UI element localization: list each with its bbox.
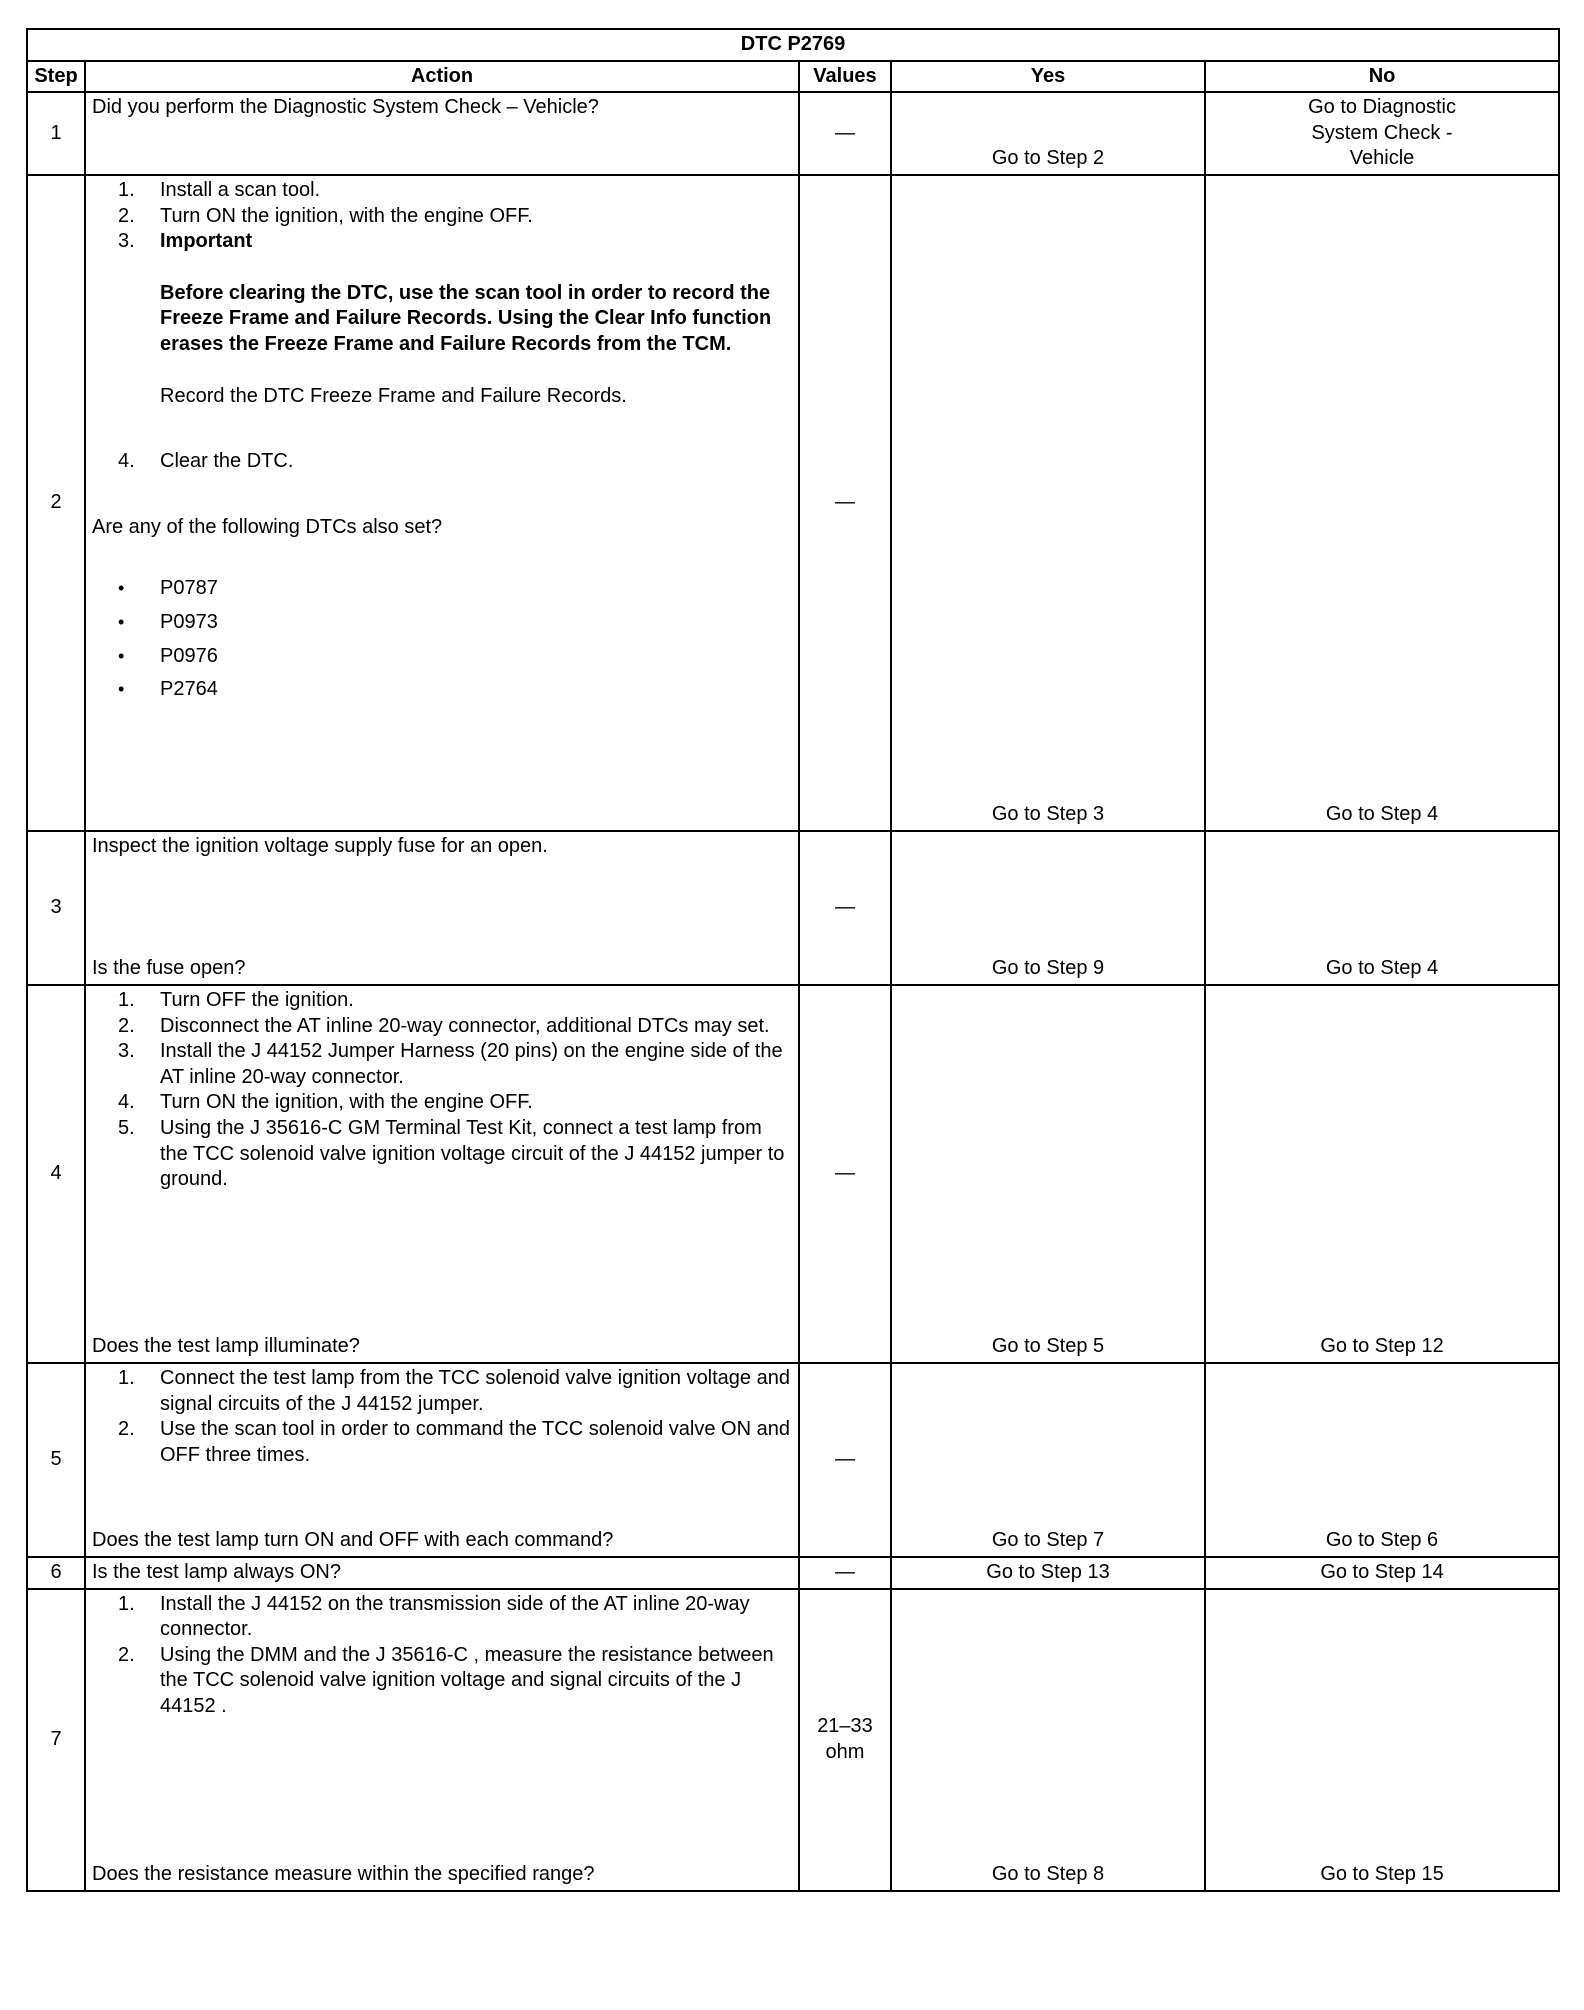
table-title-row <box>27 29 1559 61</box>
yes-text: Go to Step 2 <box>991 147 1105 170</box>
values-text: — <box>835 121 855 144</box>
bullet-item <box>92 644 792 670</box>
action-question: Is the fuse open? <box>92 957 246 980</box>
yes-cell <box>891 1557 1205 1589</box>
list-item-text: Use the scan tool in order to command the TCC solenoid valve ON and OFF three times. <box>160 1418 790 1466</box>
values-cell <box>799 92 891 175</box>
list-item-number: 5. <box>118 1116 135 1139</box>
action-cell <box>85 175 799 831</box>
list-item-number: 3. <box>118 230 135 253</box>
action-question: Did you perform the Diagnostic System Check – Vehicle? <box>92 96 599 119</box>
action-cell <box>85 1363 799 1557</box>
action-cell <box>85 92 799 175</box>
values-cell <box>799 1557 891 1589</box>
yes-text: Go to Step 9 <box>991 957 1105 980</box>
bullet-icon <box>118 644 160 670</box>
yes-cell <box>891 985 1205 1363</box>
list-item-text: Clear the DTC. <box>160 450 294 473</box>
dtc-bullet-list <box>92 576 792 710</box>
yes-cell <box>891 1589 1205 1891</box>
no-text: Go to Diagnostic System Check - Vehicle <box>1308 96 1456 170</box>
action-question: Are any of the following DTCs also set? <box>92 515 443 538</box>
table-row <box>27 1589 1559 1891</box>
no-text: Go to Step 12 <box>1320 1335 1444 1358</box>
table-title: DTC P2769 <box>27 29 1559 61</box>
dtc-diagnostic-table <box>26 28 1560 1892</box>
header-no: No <box>1205 61 1559 93</box>
important-label: Important <box>160 230 253 253</box>
values-cell <box>799 175 891 831</box>
list-item <box>92 1116 792 1193</box>
list-item-text: Turn OFF the ignition. <box>160 988 354 1011</box>
list-item <box>92 1014 792 1040</box>
list-item-number: 2. <box>118 1014 135 1037</box>
values-cell <box>799 1589 891 1891</box>
list-item <box>92 1366 792 1417</box>
list-item <box>92 1039 792 1090</box>
no-cell <box>1205 1557 1559 1589</box>
yes-text: Go to Step 7 <box>991 1529 1105 1552</box>
yes-text: Go to Step 5 <box>991 1335 1105 1358</box>
bullet-item <box>92 576 792 602</box>
no-text: Go to Step 4 <box>1325 957 1439 980</box>
bullet-icon <box>118 677 160 703</box>
no-cell <box>1205 92 1559 175</box>
list-item-text: Install a scan tool. <box>160 178 321 201</box>
values-text: — <box>835 1162 855 1185</box>
list-item-text: Turn ON the ignition, with the engine OFF. <box>160 204 533 227</box>
values-cell <box>799 831 891 985</box>
list-item <box>92 1090 792 1116</box>
no-text: Go to Step 4 <box>1325 803 1439 826</box>
yes-text: Go to Step 3 <box>991 803 1105 826</box>
no-text: Go to Step 6 <box>1325 1529 1439 1552</box>
table-row <box>27 985 1559 1363</box>
step-cell: 4 <box>27 985 85 1363</box>
list-item <box>92 1417 792 1468</box>
values-text: — <box>835 1448 855 1471</box>
values-text-line1: 21–33 <box>817 1714 873 1737</box>
no-text: Go to Step 14 <box>1320 1560 1444 1583</box>
list-item-number: 4. <box>118 450 135 473</box>
values-text-line2: ohm <box>825 1740 865 1763</box>
list-item-text: Install the J 44152 on the transmission side of the AT inline 20-way connector. <box>160 1592 750 1641</box>
bullet-text: P0976 <box>160 644 218 667</box>
bullet-text: P2764 <box>160 678 218 701</box>
list-item-text: Using the J 35616-C GM Terminal Test Kit, connect a test lamp from the TCC solenoid valve ignition voltage circuit of the J 44152 jumper to ground. <box>160 1116 785 1191</box>
list-item-text: Connect the test lamp from the TCC solenoid valve ignition voltage and signal circuits of the J 44152 jumper. <box>160 1366 790 1415</box>
action-cell <box>85 1557 799 1589</box>
list-item <box>92 449 792 475</box>
action-cell <box>85 831 799 985</box>
no-cell <box>1205 985 1559 1363</box>
bullet-item <box>92 610 792 636</box>
list-item <box>92 229 792 409</box>
list-item-number: 2. <box>118 204 135 227</box>
list-item-number: 2. <box>118 1643 135 1666</box>
yes-text: Go to Step 13 <box>986 1560 1110 1583</box>
list-item-text: Install the J 44152 Jumper Harness (20 pins) on the engine side of the AT inline 20-way connector. <box>160 1040 783 1088</box>
list-item-text: Disconnect the AT inline 20-way connector, additional DTCs may set. <box>160 1014 770 1037</box>
list-item-number: 1. <box>118 988 135 1011</box>
list-item <box>92 1592 792 1643</box>
values-text: — <box>835 896 855 919</box>
table-row <box>27 92 1559 175</box>
yes-cell <box>891 831 1205 985</box>
action-question: Does the resistance measure within the specified range? <box>92 1862 595 1885</box>
step-cell: 3 <box>27 831 85 985</box>
no-text: Go to Step 15 <box>1320 1862 1444 1885</box>
list-item <box>92 988 792 1014</box>
yes-cell <box>891 1363 1205 1557</box>
table-row <box>27 1363 1559 1557</box>
list-item-number: 2. <box>118 1418 135 1441</box>
values-cell <box>799 985 891 1363</box>
no-cell <box>1205 1363 1559 1557</box>
table-header-row <box>27 61 1559 93</box>
table-row <box>27 175 1559 831</box>
action-text: Inspect the ignition voltage supply fuse for an open. <box>92 834 548 857</box>
bullet-text: P0973 <box>160 610 218 633</box>
yes-cell <box>891 175 1205 831</box>
list-item-text: Record the DTC Freeze Frame and Failure Records. <box>160 384 627 407</box>
list-item-number: 3. <box>118 1040 135 1063</box>
action-cell <box>85 985 799 1363</box>
no-cell <box>1205 831 1559 985</box>
bullet-icon <box>118 610 160 636</box>
header-values: Values <box>799 61 891 93</box>
header-yes: Yes <box>891 61 1205 93</box>
header-action: Action <box>85 61 799 93</box>
list-item <box>92 1643 792 1720</box>
list-item-text: Using the DMM and the J 35616-C , measure the resistance between the TCC solenoid valve ignition voltage and signal circuits of the J 44152 . <box>160 1643 774 1717</box>
bullet-icon <box>118 576 160 602</box>
action-cell <box>85 1589 799 1891</box>
list-item-number: 1. <box>118 1366 135 1389</box>
step-cell: 7 <box>27 1589 85 1891</box>
values-cell <box>799 1363 891 1557</box>
list-item-text: Turn ON the ignition, with the engine OFF. <box>160 1091 533 1114</box>
step-cell: 6 <box>27 1557 85 1589</box>
list-item-number: 1. <box>118 178 135 201</box>
table-row <box>27 831 1559 985</box>
list-item-number: 4. <box>118 1091 135 1114</box>
bullet-item <box>92 677 792 703</box>
header-step: Step <box>27 61 85 93</box>
list-item <box>92 178 792 204</box>
values-text: — <box>835 491 855 514</box>
action-question: Does the test lamp illuminate? <box>92 1335 360 1358</box>
no-cell <box>1205 1589 1559 1891</box>
yes-text: Go to Step 8 <box>991 1862 1105 1885</box>
list-item <box>92 204 792 230</box>
yes-cell <box>891 92 1205 175</box>
step-cell: 1 <box>27 92 85 175</box>
important-note: Before clearing the DTC, use the scan tool in order to record the Freeze Frame and Failure Records. Using the Clear Info function erases the Freeze Frame and Failure Records from the TCM. <box>160 281 772 355</box>
values-text: — <box>835 1560 855 1583</box>
table-row <box>27 1557 1559 1589</box>
no-cell <box>1205 175 1559 831</box>
step-cell: 2 <box>27 175 85 831</box>
step-cell: 5 <box>27 1363 85 1557</box>
action-question: Does the test lamp turn ON and OFF with each command? <box>92 1529 614 1552</box>
list-item-number: 1. <box>118 1592 135 1615</box>
action-question: Is the test lamp always ON? <box>92 1560 341 1583</box>
bullet-text: P0787 <box>160 577 218 600</box>
